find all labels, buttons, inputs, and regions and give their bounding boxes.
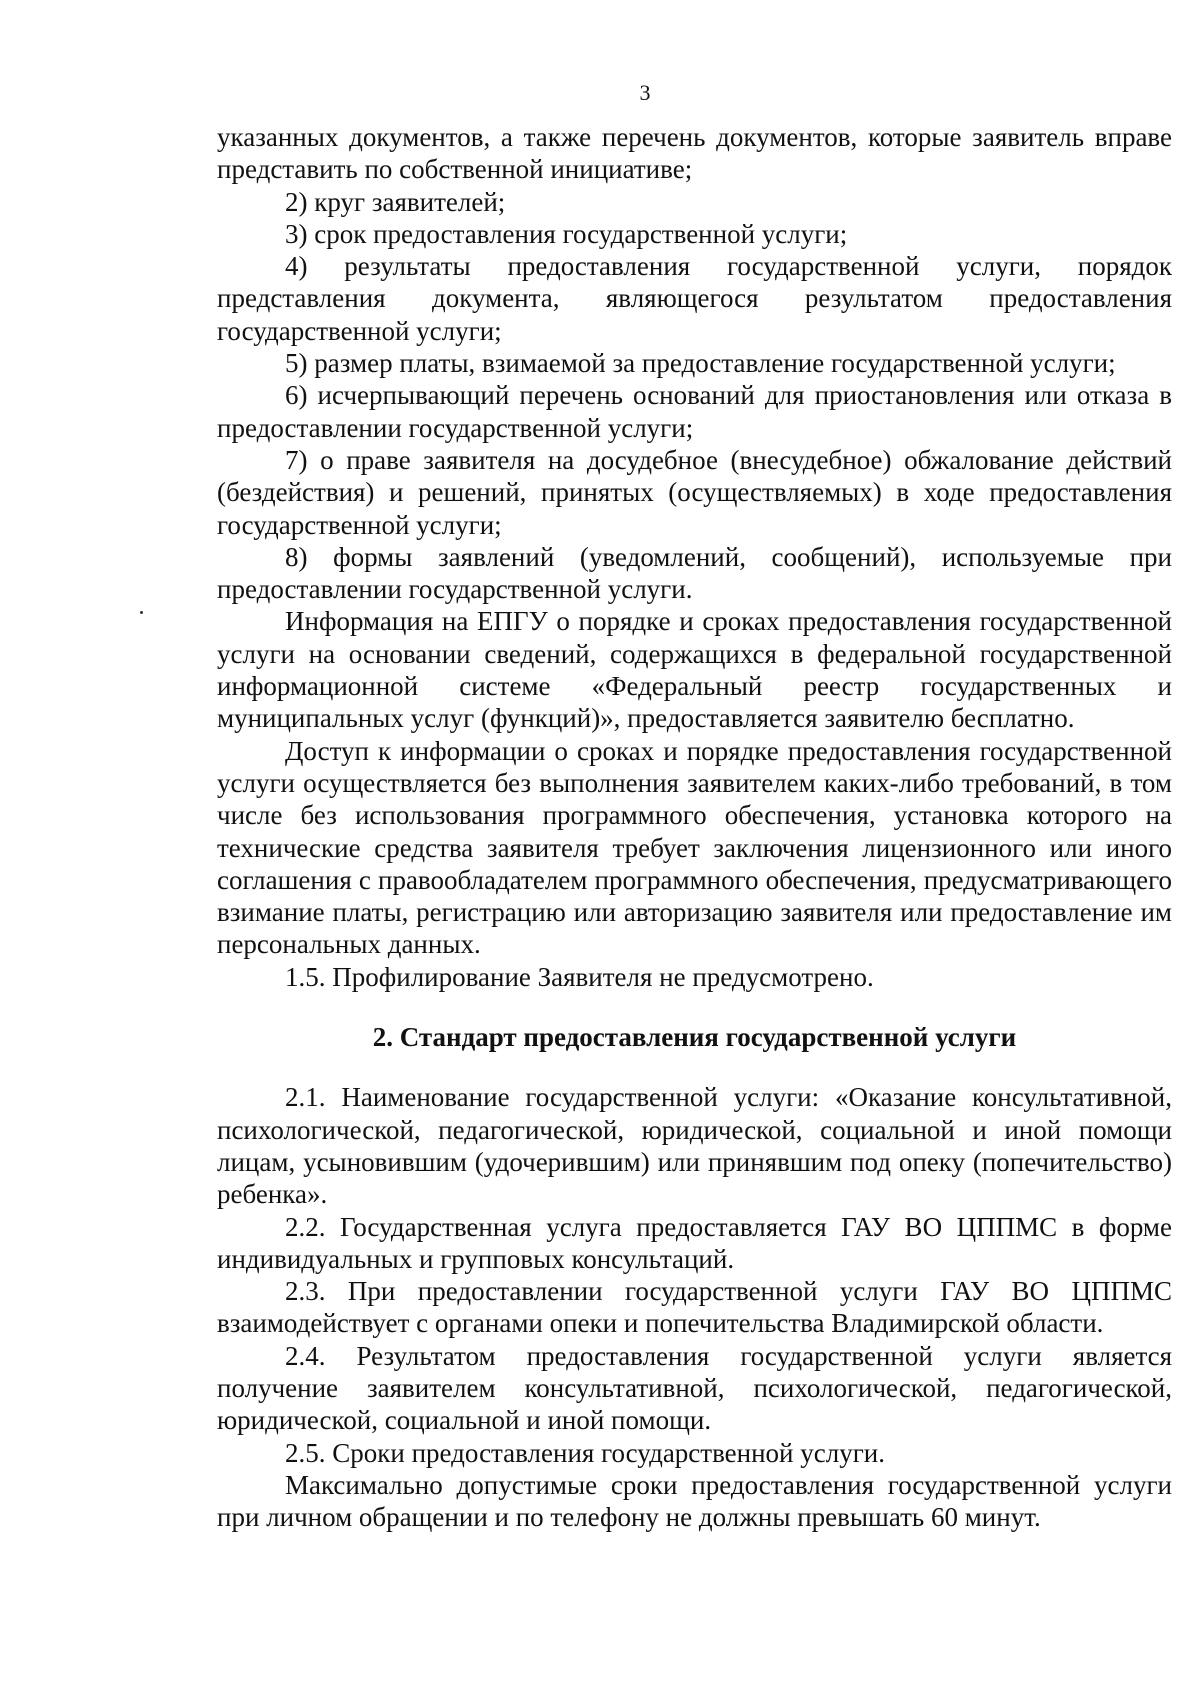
- page-number: 3: [639, 80, 651, 105]
- section-heading: 2. Стандарт предоставления государственной услуги: [372, 1022, 1017, 1053]
- paragraph-2-1: 2.1. Наименование государственной услуги: «Оказание консультативной, психологической, педагогической, юридической, социальной и иной помощи лицам, усыновившим (удочерившим) или принявшим под опеку (попечительство) ребенка».: [217, 1082, 1172, 1210]
- paragraph-access-info: Доступ к информации о сроках и порядке предоставления государственной услуги осуществляется без выполнения заявителем каких-либо требований, в том числе без использования программного обеспечения, установка которого на технические средства заявителя требует заключения лицензионного или иного соглашения с правообладателем программного обеспечения, предусматривающего взимание платы, регистрацию или авторизацию заявителя или предоставление им персональных данных.: [217, 735, 1172, 960]
- paragraph-max-terms: Максимально допустимые сроки предоставления государственной услуги при личном обращении и по телефону не должны превышать 60 минут.: [217, 1469, 1172, 1533]
- list-item-8: 8) формы заявлений (уведомлений, сообщений), используемые при предоставлении государственной услуги.: [217, 541, 1172, 605]
- list-item-4: 4) результаты предоставления государственной услуги, порядок представления документа, являющегося результатом предоставления государственной услуги;: [217, 251, 1172, 346]
- paragraph-epgu-info: Информация на ЕПГУ о порядке и сроках предоставления государственной услуги на основании сведений, содержащихся в федеральной государственной информационной системе «Федеральный реестр государственных и муниципальных услуг (функций)», предоставляется заявителю бесплатно.: [217, 606, 1172, 734]
- list-item-6: 6) исчерпывающий перечень оснований для приостановления или отказа в предоставлении государственной услуги;: [217, 380, 1172, 443]
- paragraph-profiling: 1.5. Профилирование Заявителя не предусмотрено.: [285, 961, 874, 992]
- paragraph-2-3: 2.3. При предоставлении государственной услуги ГАУ ВО ЦППМС взаимодействует с органами опеки и попечительства Владимирской области.: [217, 1276, 1172, 1339]
- paragraph-2-2: 2.2. Государственная услуга предоставляется ГАУ ВО ЦППМС в форме индивидуальных и групповых консультаций.: [217, 1211, 1172, 1274]
- list-item-2: 2) круг заявителей;: [285, 186, 506, 217]
- list-item-5: 5) размер платы, взимаемой за предоставление государственной услуги;: [285, 348, 1116, 379]
- list-item-3: 3) срок предоставления государственной услуги;: [285, 218, 848, 249]
- document-body: [217, 121, 1172, 1533]
- list-item-7: 7) о праве заявителя на досудебное (внесудебное) обжалование действий (бездействия) и решений, принятых (осуществляемых) в ходе предоставления государственной услуги;: [217, 444, 1172, 540]
- paragraph-continued: указанных документов, а также перечень документов, которые заявитель вправе представить по собственной инициативе;: [217, 122, 1172, 185]
- paragraph-2-5: 2.5. Сроки предоставления государственной услуги.: [285, 1437, 885, 1468]
- paragraph-2-4: 2.4. Результатом предоставления государственной услуги является получение заявителем консультативной, психологической, педагогической, юридической, социальной и иной помощи.: [217, 1340, 1172, 1436]
- scan-speck: [140, 611, 143, 614]
